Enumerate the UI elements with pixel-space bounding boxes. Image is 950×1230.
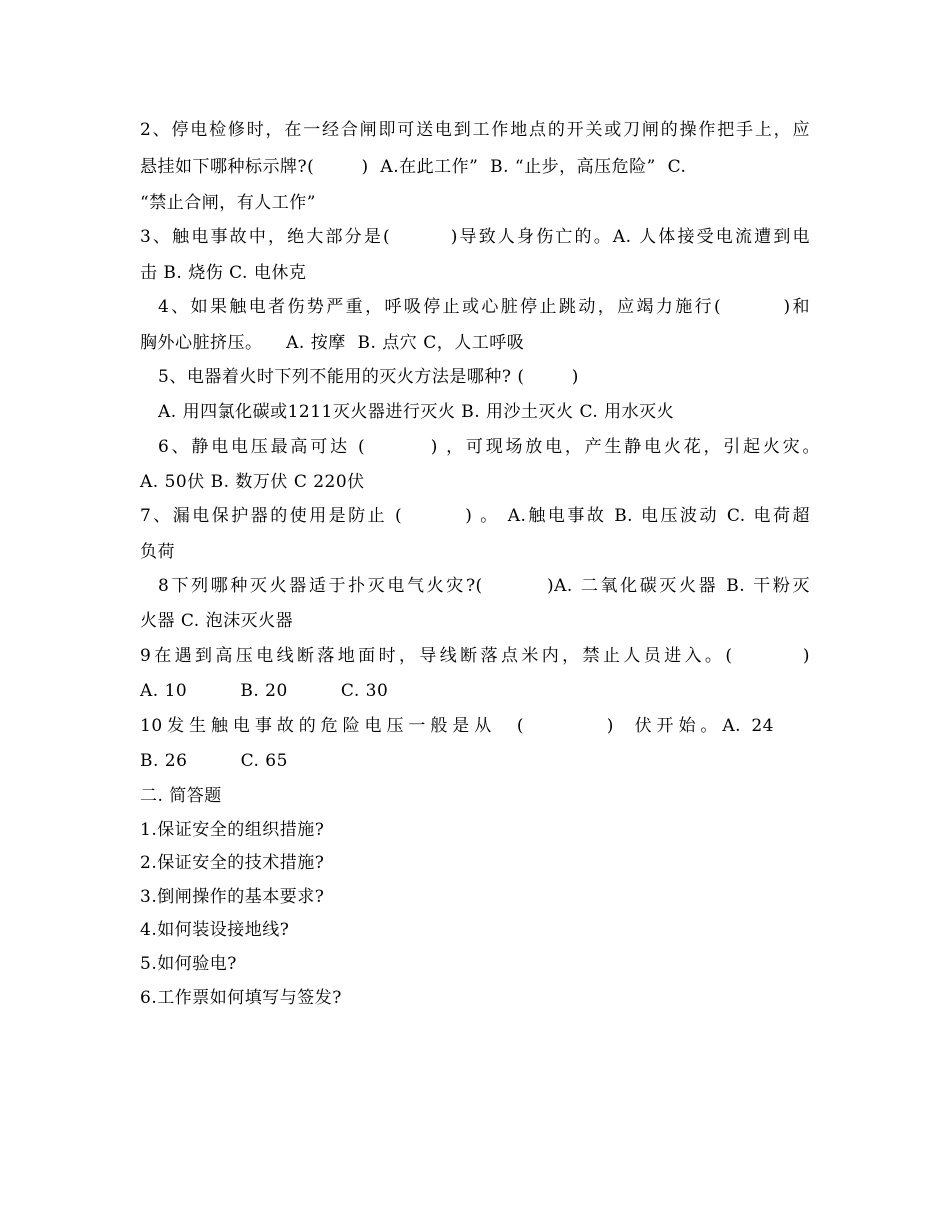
short-answer-item-4: 4.如何装设接地线? bbox=[140, 920, 290, 940]
question-6-line-1: 6、静电电压最高可达 ( ) ，可现场放电，产生静电火花，引起火灾。 bbox=[158, 437, 820, 457]
question-9-line-2: A. 10 B. 20 C. 30 bbox=[140, 681, 389, 701]
question-6-line-2: A. 50伏 B. 数万伏 C 220伏 bbox=[140, 472, 365, 492]
question-2-line-2: 悬挂如下哪种标示牌?( ) A.在此工作” B. “止步，高压危险” C. bbox=[140, 157, 687, 177]
question-10-line-2: B. 26 C. 65 bbox=[140, 751, 288, 771]
question-4-line-1: 4、如果触电者伤势严重，呼吸停止或心脏停止跳动，应竭力施行( )和 bbox=[158, 297, 810, 317]
question-2-line-3: “禁止合闸，有人工作” bbox=[140, 193, 316, 213]
question-4-line-2: 胸外心脏挤压。 A. 按摩 B. 点穴 C，人工呼吸 bbox=[140, 333, 525, 353]
question-7-line-2: 负荷 bbox=[140, 542, 175, 562]
question-3-line-2: 击 B. 烧伤 C. 电休克 bbox=[140, 263, 307, 283]
question-10-line-1: 10发生触电事故的危险电压一般是从 ( ) 伏开始。A. 24 bbox=[140, 716, 774, 736]
short-answer-item-3: 3.倒闸操作的基本要求? bbox=[140, 887, 325, 907]
question-9-line-1: 9在遇到高压电线断落地面时，导线断落点米内，禁止人员进入。( ) bbox=[140, 646, 810, 666]
section-heading-short-answer: 二. 简答题 bbox=[140, 786, 222, 806]
question-3-line-1: 3、触电事故中，绝大部分是( )导致人身伤亡的。A. 人体接受电流遭到电 bbox=[140, 227, 810, 247]
question-7-line-1: 7、漏电保护器的使用是防止 ( ) 。 A.触电事故 B. 电压波动 C. 电荷超 bbox=[140, 506, 810, 526]
short-answer-item-5: 5.如何验电? bbox=[140, 954, 237, 974]
short-answer-item-2: 2.保证安全的技术措施? bbox=[140, 853, 325, 873]
question-5-line-1: 5、电器着火时下列不能用的灭火方法是哪种? ( ) bbox=[158, 367, 579, 387]
short-answer-item-6: 6.工作票如何填写与签发? bbox=[140, 988, 342, 1008]
short-answer-item-1: 1.保证安全的组织措施? bbox=[140, 820, 325, 840]
question-8-line-2: 火器 C. 泡沫灭火器 bbox=[140, 611, 294, 631]
question-2-line-1: 2、停电检修时，在一经合闸即可送电到工作地点的开关或刀闸的操作把手上，应 bbox=[140, 120, 810, 140]
question-8-line-1: 8下列哪种灭火器适于扑灭电气火灾?( )A. 二氧化碳灭火器 B. 干粉灭 bbox=[158, 576, 810, 596]
question-5-line-2: A. 用四氯化碳或1211灭火器进行灭火 B. 用沙土灭火 C. 用水灭火 bbox=[158, 402, 675, 422]
